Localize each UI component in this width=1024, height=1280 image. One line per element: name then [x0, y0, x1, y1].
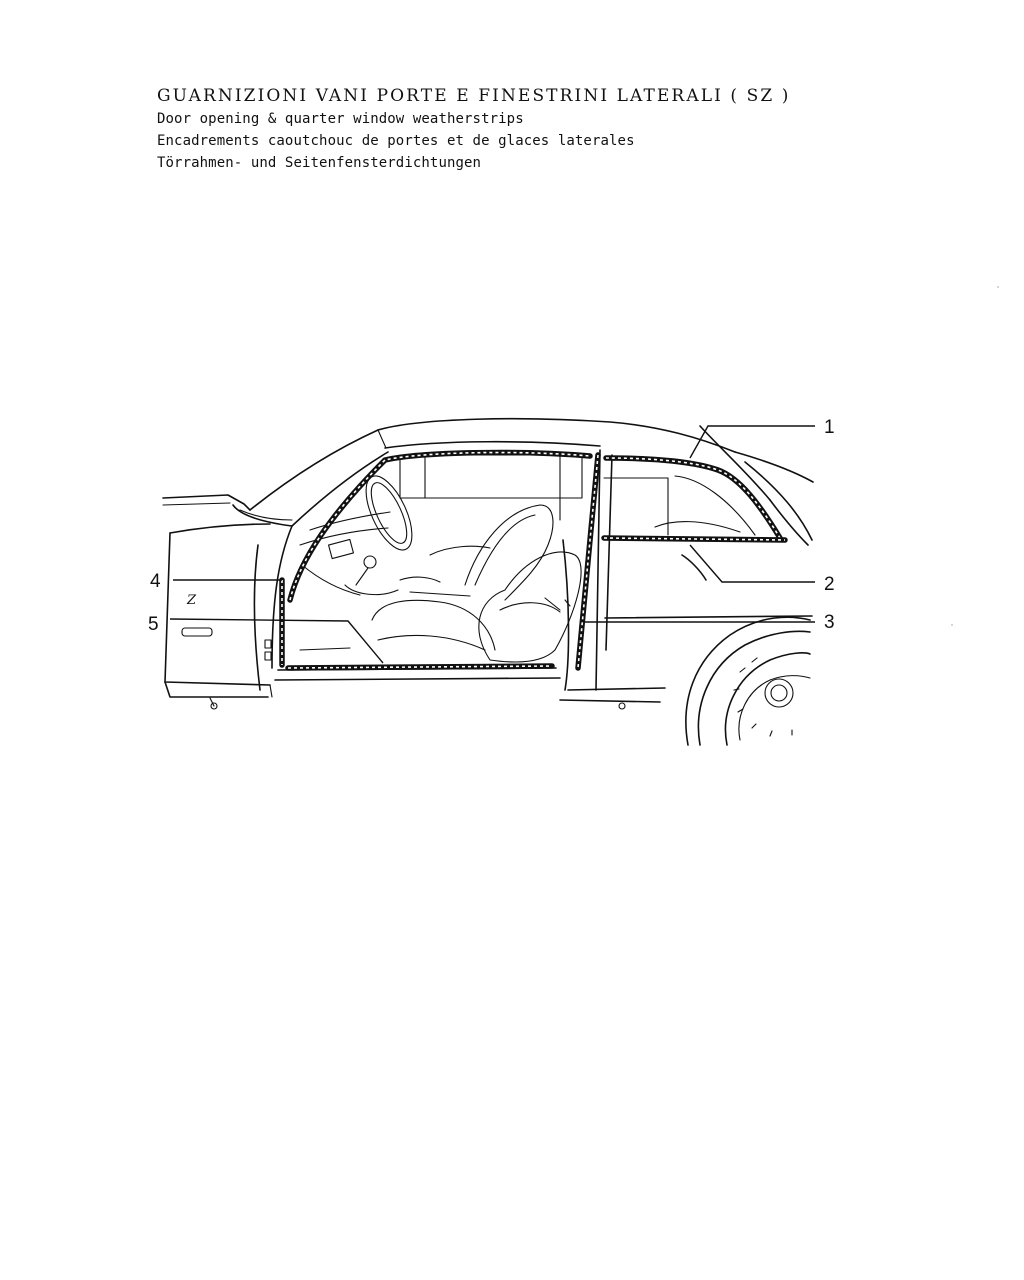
callout-5: 5 — [148, 614, 159, 635]
title-french: Encadrements caoutchouc de portes et de glaces laterales — [157, 133, 635, 149]
speck — [951, 624, 952, 625]
car-interior — [265, 455, 582, 662]
weatherstrips — [282, 453, 785, 668]
speck — [997, 286, 998, 287]
leaders — [170, 426, 815, 663]
callout-4: 4 — [150, 571, 161, 592]
badge-z: Z — [187, 593, 197, 608]
title-english: Door opening & quarter window weatherstrips — [157, 111, 524, 127]
title-german: Törrahmen- und Seitenfensterdichtungen — [157, 155, 482, 171]
callout-3: 3 — [824, 612, 835, 633]
callout-2: 2 — [824, 574, 835, 595]
callout-1: 1 — [824, 417, 835, 438]
title-italian: GUARNIZIONI VANI PORTE E FINESTRINI LATERALI ( SZ ) — [157, 86, 791, 106]
rear-wheel — [686, 617, 810, 745]
